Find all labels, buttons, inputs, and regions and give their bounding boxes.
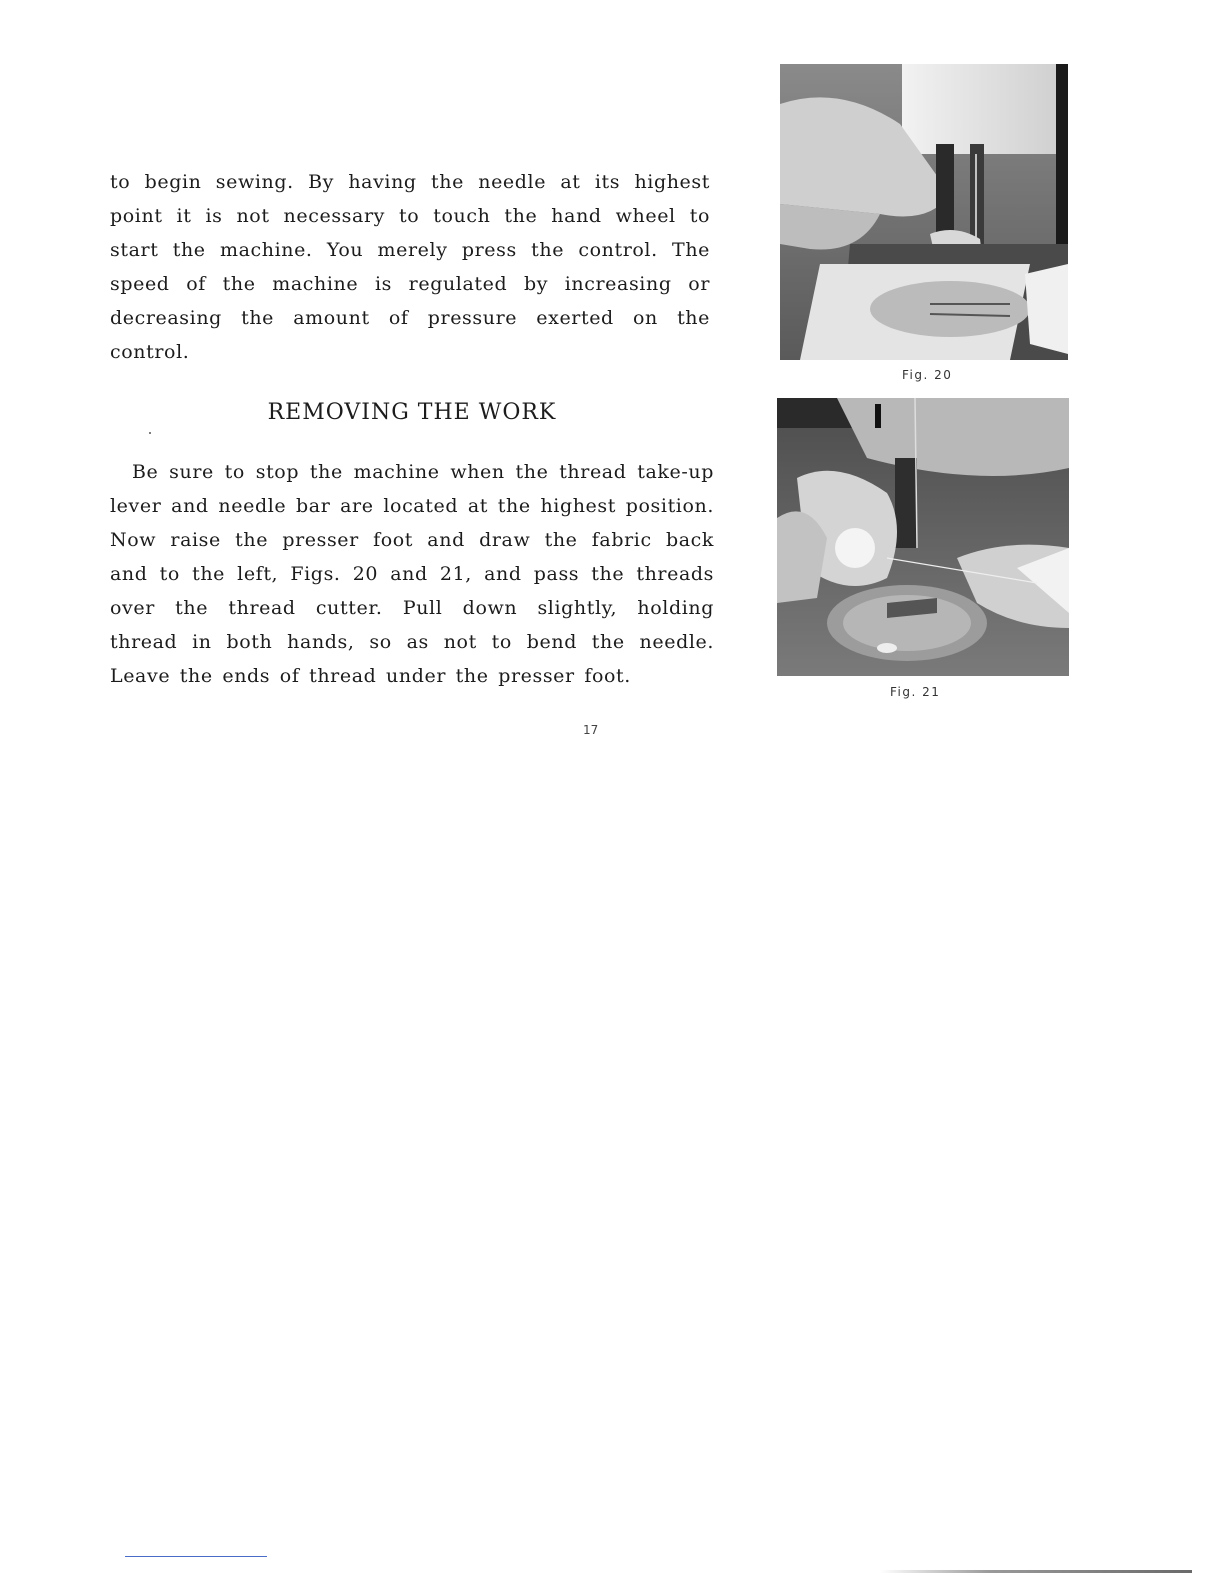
figure-20-photo (780, 64, 1068, 360)
figure-21-photo (777, 398, 1069, 676)
hands-pulling-thread-photo-icon (777, 398, 1069, 676)
footer-rule (125, 1556, 267, 1557)
figure-20-caption: Fig. 20 (902, 368, 953, 382)
figure-21-caption: Fig. 21 (890, 685, 941, 699)
section-heading: REMOVING THE WORK (267, 400, 557, 425)
stray-mark (149, 432, 151, 434)
paragraph-removing-work: Be sure to stop the machine when the thread take-up lever and needle bar are located at the highest position. Now raise the presser foot and draw the fabric back and to the left, Figs. 20 and 21, and pass the threads over the thread cutter. Pull down slightly, holding thread in both hands, so as not to bend the needle. Leave the ends of thread under the presser foot. (110, 461, 714, 687)
sewing-machine-presser-foot-photo-icon (780, 64, 1068, 360)
paragraph-begin-sewing: to begin sewing. By having the needle at its highest point it is not necessary to touch the hand wheel to start the machine. You merely press the control. The speed of the machine is regulated by increasing or decreasing the amount of pressure exerted on the control. (110, 171, 710, 363)
page-number: 17 (583, 723, 599, 737)
scan-edge-mark (880, 1570, 1192, 1573)
